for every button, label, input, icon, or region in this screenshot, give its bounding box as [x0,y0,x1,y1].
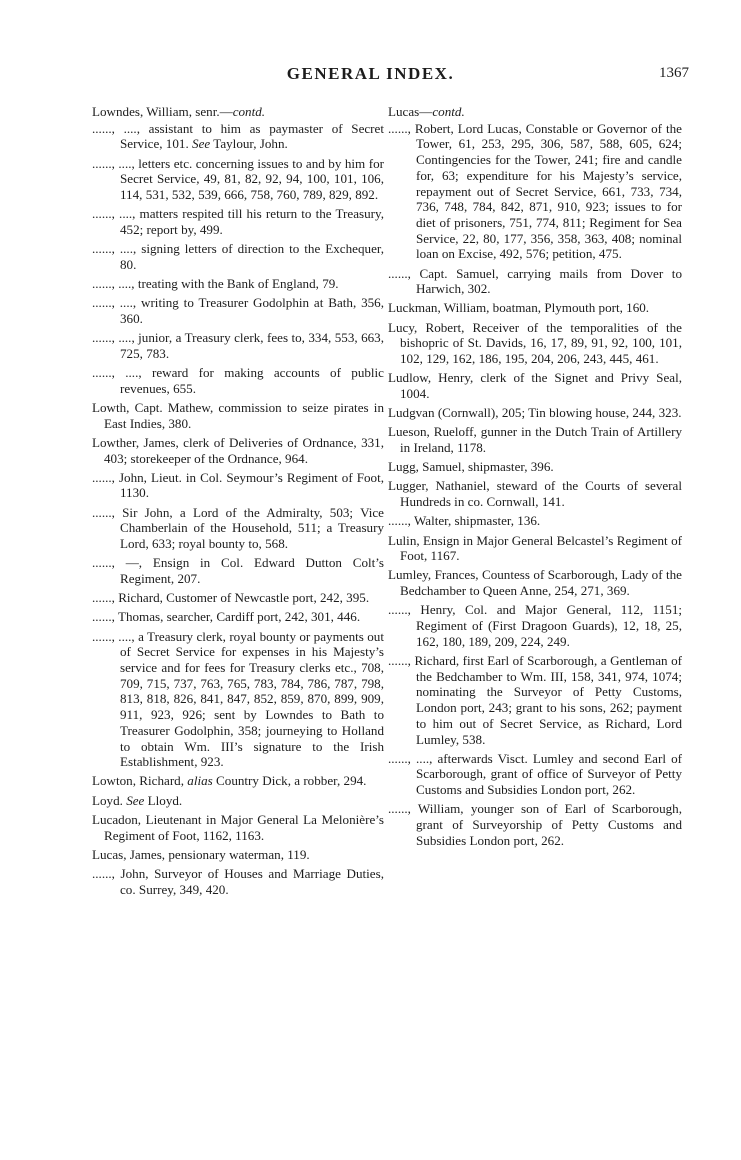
entry-text: ......, John, Surveyor of Houses and Marriage Duties, co. Surrey, 349, 420. [92,865,384,897]
entry-text: ......, John, Lieut. in Col. Seymour’s Regiment of Foot, 1130. [92,469,384,501]
index-entry [92,773,384,789]
italic-term: See [126,792,145,808]
entry-text: Ludgvan (Cornwall), 205; Tin blowing house, 244, 323. [388,405,682,421]
index-entry [92,330,384,361]
entry-text: Lueson, Rueloff, gunner in the Dutch Train of Artillery in Ireland, 1178. [388,424,682,456]
index-entry [92,121,384,152]
entry-text: ......, ...., writing to Treasurer Godolphin at Bath, 356, 360. [92,295,384,326]
index-entry [92,400,384,431]
index-column-right [388,104,682,852]
page-number: 1367 [659,65,689,81]
entry-text-cont: Lloyd. [147,792,183,808]
entry-text: Lowndes, William, senr.— [92,104,233,119]
entry-text: ......, ...., junior, a Treasury clerk, fees to, 334, 553, 663, 725, 783. [92,330,384,361]
index-entry [388,300,682,316]
entry-text: ......, Thomas, searcher, Cardiff port, 242, 301, 446. [92,609,361,625]
entry-text: Lowton, Richard, [92,773,185,789]
index-entry [92,365,384,396]
entry-text: ......, ...., afterwards Visct. Lumley and second Earl of Scarborough, grant of office of Surveyor of Petty Customs and Subsidies London port, 262. [388,750,682,798]
index-entry [92,793,384,809]
continued-heading [388,104,682,120]
contd-label: contd. [432,104,465,119]
entry-text: ......, Henry, Col. and Major General, 112, 1151; Regiment of (First Dragoon Guards), 12, 18, 25, 162, 180, 189, 209, 224, 249. [388,602,682,649]
index-entry [388,459,682,475]
index-entry [92,241,384,272]
index-entry [92,505,384,552]
index-entry [92,847,384,863]
italic-term: See [192,136,211,152]
index-entry [92,435,384,466]
entry-text: Lucy, Robert, Receiver of the temporalities of the bishopric of St. Davids, 16, 17, 89, 91, 92, 100, 101, 102, 129, 162, 186, 195, 204, 206, 243, 445, 461. [388,319,682,367]
entry-text: Lugg, Samuel, shipmaster, 396. [388,459,554,475]
index-entry [388,602,682,649]
index-entry [92,156,384,203]
index-entry [388,751,682,798]
index-entry [92,629,384,770]
page-title: GENERAL INDEX. [286,64,455,83]
entry-text: ......, ...., reward for making accounts of public revenues, 655. [92,365,384,396]
contd-label: contd. [232,104,266,119]
index-entry [92,812,384,843]
index-entry [92,866,384,897]
index-entry [388,266,682,297]
entry-text: ......, ...., matters respited till his return to the Treasury, 452; report by, 499. [92,206,384,237]
index-entry [92,206,384,237]
entry-text: Lowther, James, clerk of Deliveries of Ordnance, 331, 403; storekeeper of the Ordnance, 964. [92,434,384,466]
index-entry [388,320,682,367]
index-entry [388,370,682,401]
entry-text: ......, ...., treating with the Bank of England, 79. [92,276,339,292]
entry-text-cont: Taylour, John. [213,136,288,152]
index-entry [388,424,682,455]
entry-text: ......, Capt. Samuel, carrying mails from Dover to Harwich, 302. [388,265,682,297]
entry-text: Lugger, Nathaniel, steward of the Courts of several Hundreds in co. Cornwall, 141. [388,478,682,510]
page-header [0,64,741,86]
entry-text: Lucas— [388,104,433,119]
entry-text: ......, ...., a Treasury clerk, royal bounty or payments out of Secret Service for expenses in his Majesty’s service and for fees for Treasury clerks etc., 708, 709, 715, 737, 763, 765, 783, 784, 786, 787, 798, 813, 818, 826, 841, 847, 852, 859, 870, 899, 909, 911, 923, 926; sent by Lowndes to Bath to Treasurer Godolphin, 358; journeying to Holland to obtain Wm. III’s signature to the Irish Establishment, 923. [92,628,384,770]
entry-text: Loyd. [92,792,123,808]
entry-text: Ludlow, Henry, clerk of the Signet and Privy Seal, 1004. [388,370,682,401]
entry-text: ......, Sir John, a Lord of the Admiralty, 503; Vice Chamberlain of the Household, 511; a Treasury Lord, 633; royal bounty to, 568. [92,504,384,552]
index-column-left [92,104,384,901]
index-entry [388,533,682,564]
index-entry [388,478,682,509]
entry-text: Lucas, James, pensionary waterman, 119. [92,846,310,862]
entry-text: ......, —, Ensign in Col. Edward Dutton Colt’s Regiment, 207. [92,555,384,586]
entry-text: ......, Richard, first Earl of Scarborough, a Gentleman of the Bedchamber to Wm. III, 158, 341, 974, 1074; nominating the Surveyor of Petty Customs, London port, 243; grant to his sons, 262; payment to him out of Secret Service, as Richard, Lord Lumley, 538. [388,653,682,747]
entry-text: ......, Walter, shipmaster, 136. [388,513,541,529]
index-entry [388,801,682,848]
index-entry [388,513,682,529]
index-entry [388,653,682,747]
index-entry [388,405,682,421]
index-entry [92,470,384,501]
index-entry [92,555,384,586]
entry-text: Lumley, Frances, Countess of Scarborough, Lady of the Bedchamber to Queen Anne, 254, 271, 369. [388,567,682,599]
index-entry [92,590,384,606]
index-entry [388,567,682,598]
entry-text-cont: Country Dick, a robber, 294. [216,773,367,789]
continued-heading [92,104,384,120]
index-entry [92,609,384,625]
entry-text: ......, William, younger son of Earl of Scarborough, grant of Surveyorship of Petty Customs and Subsidies London port, 262. [388,801,682,848]
index-entry [92,276,384,292]
entry-text: Luckman, William, boatman, Plymouth port, 160. [388,300,650,316]
entry-text: ......, Richard, Customer of Newcastle port, 242, 395. [92,590,370,606]
entry-text: Lucadon, Lieutenant in Major General La Melonière’s Regiment of Foot, 1162, 1163. [92,811,384,843]
entry-text: Lulin, Ensign in Major General Belcastel’s Regiment of Foot, 1167. [388,532,682,564]
index-entry [92,295,384,326]
entry-text: ......, Robert, Lord Lucas, Constable or Governor of the Tower, 61, 253, 295, 306, 587, 588, 605, 624; Contingencies for the Tower, 241; fire and candle for, 63; expenditure for his Majesty’s service, repayment out of Secret Service, 661, 733, 734, 736, 748, 784, 842, 871, 910, 923; issues to for diet of prisoners, 751, 774, 811; Regiment for Sea Service, 22, 80, 177, 356, 358, 363, 408; nominal loan on Excise, 492, 576; petition, 475. [388,120,682,262]
index-entry [388,121,682,262]
entry-text: ......, ...., letters etc. concerning issues to and by him for Secret Service, 49, 81, 82, 92, 94, 100, 101, 106, 114, 531, 532, 539, 666, 758, 760, 789, 829, 892. [92,155,384,203]
italic-term: alias [187,773,213,789]
entry-text: ......, ...., signing letters of direction to the Exchequer, 80. [92,241,384,272]
entry-text: Lowth, Capt. Mathew, commission to seize pirates in East Indies, 380. [92,399,384,431]
entry-text: ......, ...., assistant to him as paymaster of Secret Service, 101. [92,120,384,152]
